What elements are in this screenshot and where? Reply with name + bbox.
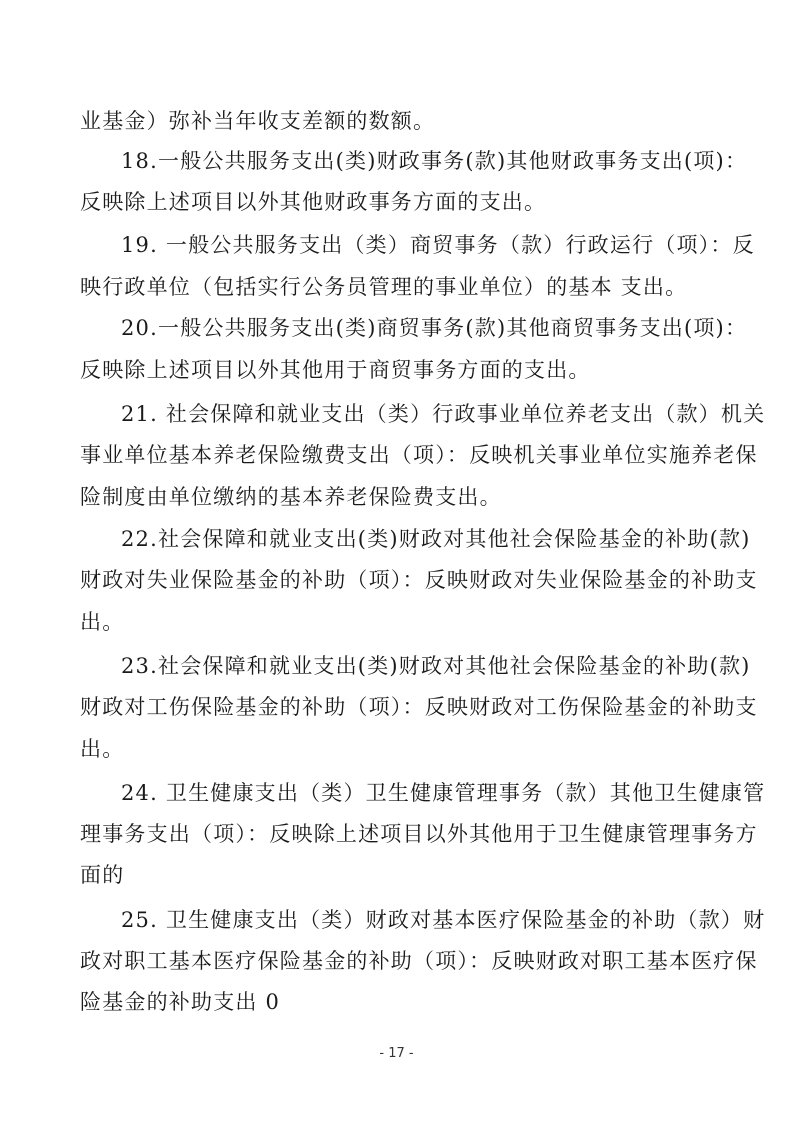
- text-line: 23.社会保障和就业支出(类)财政对其他社会保险基金的补助(款): [121, 654, 751, 678]
- text-line: 险基金的补助支出 0: [80, 990, 281, 1014]
- text-line: 21. 社会保障和就业支出（类）行政事业单位养老支出（款）机关: [121, 402, 766, 426]
- text-line: 险制度由单位缴纳的基本养老保险费支出。: [80, 485, 502, 509]
- text-line: 18.一般公共服务支出(类)财政事务(款)其他财政事务支出(项)：: [121, 149, 748, 173]
- text-line: 理事务支出（项）：反映除上述项目以外其他用于卫生健康管理事务方: [80, 822, 758, 846]
- text-line: 19. 一般公共服务支出（类）商贸事务（款）行政运行（项）：反: [121, 233, 755, 257]
- page-number: - 17 -: [379, 1046, 414, 1061]
- text-line: 财政对失业保险基金的补助（项）：反映财政对失业保险基金的补助支: [80, 568, 758, 592]
- text-line: 业基金）弥补当年收支差额的数额。: [80, 109, 436, 133]
- text-line: 24. 卫生健康支出（类）卫生健康管理事务（款）其他卫生健康管: [121, 781, 766, 805]
- text-line: 25. 卫生健康支出（类）财政对基本医疗保险基金的补助（款）财: [121, 908, 766, 932]
- text-line: 20.一般公共服务支出(类)商贸事务(款)其他商贸事务支出(项)：: [121, 316, 748, 340]
- text-line: 出。: [80, 737, 125, 761]
- text-line: 反映除上述项目以外其他用于商贸事务方面的支出。: [80, 358, 591, 382]
- text-line: 事业单位基本养老保险缴费支出（项）：反映机关事业单位实施养老保: [80, 443, 758, 467]
- text-line: 22.社会保障和就业支出(类)财政对其他社会保险基金的补助(款): [121, 527, 751, 551]
- text-line: 财政对工伤保险基金的补助（项）：反映财政对工伤保险基金的补助支: [80, 695, 758, 719]
- text-line: 反映除上述项目以外其他财政事务方面的支出。: [80, 190, 547, 214]
- text-line: 政对职工基本医疗保险基金的补助（项）：反映财政对职工基本医疗保: [80, 949, 758, 973]
- text-line: 映行政单位（包括实行公务员管理的事业单位）的基本 支出。: [80, 275, 688, 299]
- text-line: 面的: [80, 863, 125, 887]
- text-line: 出。: [80, 610, 125, 634]
